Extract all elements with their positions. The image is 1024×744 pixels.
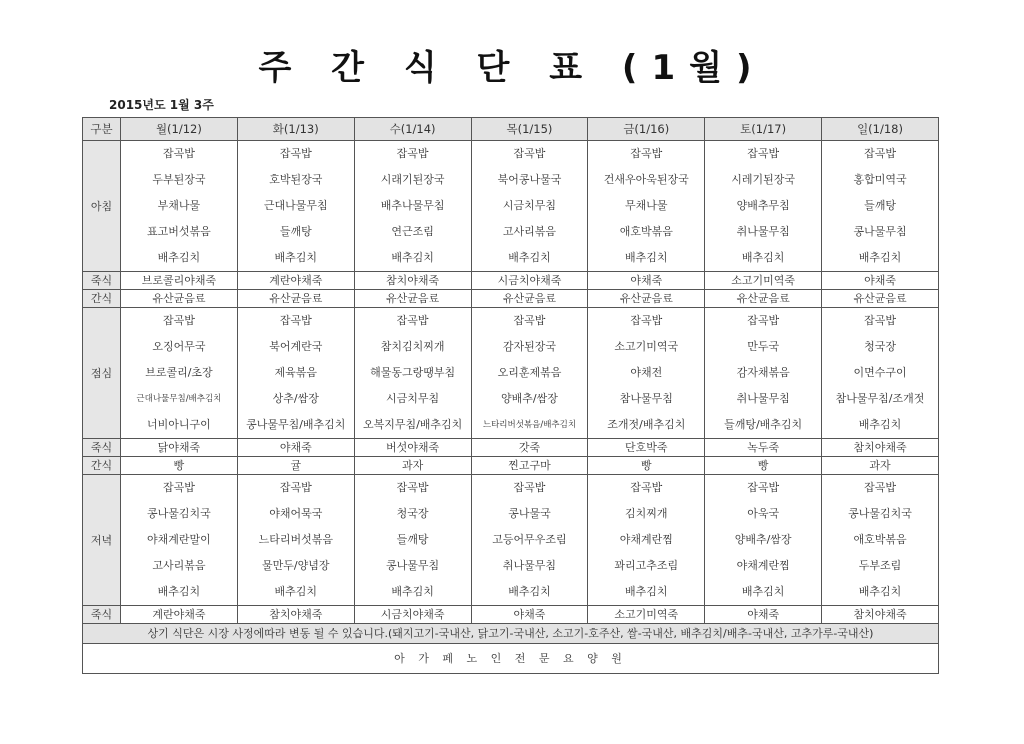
menu-item: 야채계란찜 <box>736 559 790 572</box>
menu-cell <box>822 308 939 439</box>
menu-cell: 야채죽 <box>588 272 705 290</box>
meal-row <box>83 475 939 606</box>
menu-cell: 유산균음료 <box>121 290 238 308</box>
menu-item: 배추김치 <box>625 251 668 264</box>
meal-label: 아침 <box>83 141 121 272</box>
menu-cell: 찐고구마 <box>471 457 588 475</box>
menu-item: 야채전 <box>630 366 663 379</box>
day-header: 토(1/17) <box>705 118 822 141</box>
menu-item: 잡곡밥 <box>747 314 780 327</box>
meal-row <box>83 290 939 308</box>
menu-item: 북어계란국 <box>269 340 323 353</box>
menu-cell <box>588 308 705 439</box>
menu-item: 시금치무침 <box>502 199 557 212</box>
menu-item: 콩나물무침 <box>853 225 907 238</box>
menu-item: 잡곡밥 <box>747 481 780 494</box>
menu-item: 애호박볶음 <box>853 533 907 546</box>
menu-cell: 계란야채죽 <box>121 606 238 624</box>
menu-item: 배추김치 <box>274 585 318 598</box>
menu-item: 콩나물무침/배추김치 <box>246 418 346 431</box>
menu-cell: 브로콜리야채죽 <box>121 272 238 290</box>
menu-cell <box>237 141 354 272</box>
menu-item: 아욱국 <box>747 507 780 520</box>
menu-item: 콩나물국 <box>508 507 551 520</box>
menu-cell <box>354 308 471 439</box>
menu-item: 잡곡밥 <box>162 481 195 494</box>
menu-cell: 단호박죽 <box>588 439 705 457</box>
meal-label: 저녁 <box>83 475 121 606</box>
menu-table <box>82 117 939 674</box>
menu-item: 잡곡밥 <box>279 147 312 160</box>
menu-item: 배추김치 <box>508 585 551 598</box>
menu-item: 들깨탕 <box>396 533 429 546</box>
menu-item: 배추김치 <box>741 251 785 264</box>
day-header: 수(1/14) <box>354 118 471 141</box>
meal-row <box>83 457 939 475</box>
menu-cell: 유산균음료 <box>822 290 939 308</box>
menu-item: 야채어묵국 <box>269 507 323 520</box>
day-header: 월(1/12) <box>121 118 238 141</box>
menu-item: 두부된장국 <box>152 173 206 186</box>
menu-cell <box>121 475 238 606</box>
facility-name: 아 가 페 노 인 전 문 요 양 원 <box>83 644 939 674</box>
menu-item: 잡곡밥 <box>279 314 312 327</box>
day-header: 화(1/13) <box>237 118 354 141</box>
meal-label: 점심 <box>83 308 121 439</box>
menu-item: 만두국 <box>747 340 780 353</box>
menu-cell: 참치야채죽 <box>237 606 354 624</box>
menu-cell <box>121 308 238 439</box>
menu-item: 양배추/쌈장 <box>501 392 558 405</box>
menu-item: 오징어무국 <box>152 340 206 353</box>
menu-item: 들깨탕 <box>279 225 312 238</box>
menu-item: 소고기미역국 <box>614 340 679 353</box>
menu-item: 취나물무침 <box>502 559 557 572</box>
header-row <box>83 118 939 141</box>
menu-item: 오리훈제볶음 <box>497 366 562 379</box>
menu-cell: 참치야채죽 <box>822 606 939 624</box>
menu-cell: 갓죽 <box>471 439 588 457</box>
menu-item: 두부조림 <box>858 559 902 572</box>
menu-item: 시래기된장국 <box>380 173 445 186</box>
menu-item: 북어콩나물국 <box>497 173 562 186</box>
menu-item: 감자채볶음 <box>736 366 790 379</box>
menu-item: 연근조림 <box>391 225 434 238</box>
menu-cell: 빵 <box>588 457 705 475</box>
meal-label: 죽식 <box>83 272 121 290</box>
menu-cell: 유산균음료 <box>354 290 471 308</box>
menu-item: 양배추/쌈장 <box>734 533 792 546</box>
menu-item: 근대나물무침 <box>263 199 328 212</box>
menu-item: 잡곡밥 <box>513 147 546 160</box>
meal-row <box>83 141 939 272</box>
menu-cell: 유산균음료 <box>237 290 354 308</box>
meal-row <box>83 439 939 457</box>
menu-cell: 야채죽 <box>705 606 822 624</box>
menu-cell: 야채죽 <box>822 272 939 290</box>
day-header: 목(1/15) <box>471 118 588 141</box>
menu-item: 잡곡밥 <box>864 314 896 327</box>
menu-cell <box>705 141 822 272</box>
menu-item: 상추/쌈장 <box>272 392 319 405</box>
menu-item: 배추김치 <box>625 585 668 598</box>
menu-item: 무채나물 <box>625 199 668 212</box>
meal-row <box>83 606 939 624</box>
menu-item: 느타리버섯볶음 <box>258 533 333 546</box>
menu-item: 물만두/양념장 <box>262 559 330 572</box>
menu-item: 잡곡밥 <box>162 314 195 327</box>
menu-cell: 녹두죽 <box>705 439 822 457</box>
menu-item: 브로콜리/초장 <box>145 366 213 379</box>
menu-item: 애호박볶음 <box>619 225 673 238</box>
menu-item: 잡곡밥 <box>396 481 429 494</box>
menu-item: 배추김치 <box>157 251 201 264</box>
menu-item: 오복지무침/배추김치 <box>362 418 463 431</box>
menu-item: 호박된장국 <box>269 173 323 186</box>
menu-item: 잡곡밥 <box>864 481 896 494</box>
menu-item: 잡곡밥 <box>162 147 195 160</box>
menu-cell <box>121 141 238 272</box>
menu-item: 표고버섯볶음 <box>147 225 211 238</box>
menu-item: 해물동그랑땡부침 <box>370 366 456 379</box>
menu-cell <box>705 308 822 439</box>
menu-item: 야채계란찜 <box>619 533 673 546</box>
menu-item: 잡곡밥 <box>279 481 312 494</box>
header-corner: 구분 <box>83 118 121 141</box>
menu-item: 이면수구이 <box>853 366 907 379</box>
menu-item: 고등어무우조림 <box>492 533 567 546</box>
menu-item: 배추김치 <box>741 585 785 598</box>
menu-item: 배추김치 <box>391 251 434 264</box>
menu-item: 배추김치 <box>391 585 434 598</box>
menu-item: 느타리버섯볶음/배추김치 <box>482 420 577 430</box>
menu-cell: 참치야채죽 <box>354 272 471 290</box>
day-header: 금(1/16) <box>588 118 705 141</box>
menu-item: 감자된장국 <box>502 340 557 353</box>
menu-item: 부채나물 <box>157 199 201 212</box>
menu-item: 너비아니구이 <box>147 418 211 431</box>
menu-item: 잡곡밥 <box>513 314 546 327</box>
menu-item: 들깨탕 <box>864 199 896 212</box>
menu-item: 배추김치 <box>858 418 902 431</box>
menu-item: 홍합미역국 <box>853 173 907 186</box>
menu-item: 청국장 <box>864 340 896 353</box>
menu-item: 시금치무침 <box>386 392 440 405</box>
menu-item: 잡곡밥 <box>396 147 429 160</box>
day-header: 일(1/18) <box>822 118 939 141</box>
origin-notice: 상기 식단은 시장 사정에따라 변동 될 수 있습니다.(돼지고기-국내산, 닭고기-국내산, 소고기-호주산, 쌀-국내산, 배추김치/배추-국내산, 고추가루-국내산) <box>83 624 939 644</box>
menu-cell: 유산균음료 <box>588 290 705 308</box>
menu-item: 건새우아욱된장국 <box>603 173 689 186</box>
menu-cell <box>822 141 939 272</box>
meal-label: 죽식 <box>83 439 121 457</box>
menu-cell: 소고기미역죽 <box>705 272 822 290</box>
menu-item: 들깨탕/배추김치 <box>724 418 803 431</box>
menu-cell: 참치야채죽 <box>822 439 939 457</box>
page-title: 주 간 식 단 표 (1월) <box>258 48 766 88</box>
meal-label: 간식 <box>83 290 121 308</box>
meal-label: 죽식 <box>83 606 121 624</box>
menu-cell <box>471 475 588 606</box>
menu-item: 취나물무침 <box>736 392 790 405</box>
menu-cell <box>354 141 471 272</box>
menu-cell: 시금치야채죽 <box>471 272 588 290</box>
menu-cell: 빵 <box>121 457 238 475</box>
menu-cell <box>354 475 471 606</box>
menu-cell <box>237 475 354 606</box>
menu-cell: 버섯야채죽 <box>354 439 471 457</box>
menu-item: 잡곡밥 <box>630 147 663 160</box>
menu-item: 잡곡밥 <box>396 314 429 327</box>
menu-item: 참치김치찌개 <box>380 340 445 353</box>
menu-cell: 소고기미역죽 <box>588 606 705 624</box>
menu-cell: 야채죽 <box>237 439 354 457</box>
menu-cell: 유산균음료 <box>705 290 822 308</box>
menu-item: 고사리볶음 <box>502 225 557 238</box>
menu-item: 참나물무침 <box>619 392 673 405</box>
menu-item: 잡곡밥 <box>630 314 663 327</box>
menu-item: 배추김치 <box>274 251 318 264</box>
menu-cell: 귤 <box>237 457 354 475</box>
meal-row <box>83 272 939 290</box>
menu-cell <box>471 141 588 272</box>
menu-item: 김치찌개 <box>625 507 668 520</box>
menu-item: 잡곡밥 <box>747 147 780 160</box>
menu-cell <box>588 141 705 272</box>
menu-item: 참나물무침/조개젓 <box>835 392 925 405</box>
menu-cell <box>237 308 354 439</box>
menu-item: 잡곡밥 <box>864 147 896 160</box>
menu-cell: 유산균음료 <box>471 290 588 308</box>
menu-cell <box>588 475 705 606</box>
menu-item: 잡곡밥 <box>630 481 663 494</box>
menu-cell: 과자 <box>354 457 471 475</box>
menu-item: 고사리볶음 <box>152 559 206 572</box>
menu-item: 시레기된장국 <box>731 173 796 186</box>
menu-item: 콩나물무침 <box>386 559 440 572</box>
menu-cell: 시금치야채죽 <box>354 606 471 624</box>
menu-item: 양배추무침 <box>736 199 790 212</box>
menu-item: 배추김치 <box>858 585 902 598</box>
menu-item: 청국장 <box>396 507 429 520</box>
menu-item: 콩나물김치국 <box>147 507 211 520</box>
menu-item: 콩나물김치국 <box>848 507 912 520</box>
menu-body <box>83 141 939 624</box>
menu-item: 배추김치 <box>157 585 201 598</box>
menu-cell: 닭야채죽 <box>121 439 238 457</box>
menu-item: 배추김치 <box>508 251 551 264</box>
menu-item: 조개젓/배추김치 <box>607 418 686 431</box>
menu-item: 근대나물무침/배추김치 <box>136 394 222 404</box>
menu-cell: 야채죽 <box>471 606 588 624</box>
menu-cell: 과자 <box>822 457 939 475</box>
menu-cell <box>822 475 939 606</box>
menu-cell <box>705 475 822 606</box>
menu-cell: 계란야채죽 <box>237 272 354 290</box>
menu-cell: 빵 <box>705 457 822 475</box>
menu-item: 제육볶음 <box>274 366 318 379</box>
menu-cell <box>471 308 588 439</box>
menu-item: 배추나물무침 <box>380 199 445 212</box>
meal-row <box>83 308 939 439</box>
menu-item: 취나물무침 <box>736 225 790 238</box>
meal-label: 간식 <box>83 457 121 475</box>
menu-item: 잡곡밥 <box>513 481 546 494</box>
menu-item: 배추김치 <box>858 251 902 264</box>
menu-item: 꽈리고추조림 <box>614 559 679 572</box>
week-label: 2015년도 1월 3주 <box>109 98 214 112</box>
menu-item: 야채계란말이 <box>147 533 211 546</box>
